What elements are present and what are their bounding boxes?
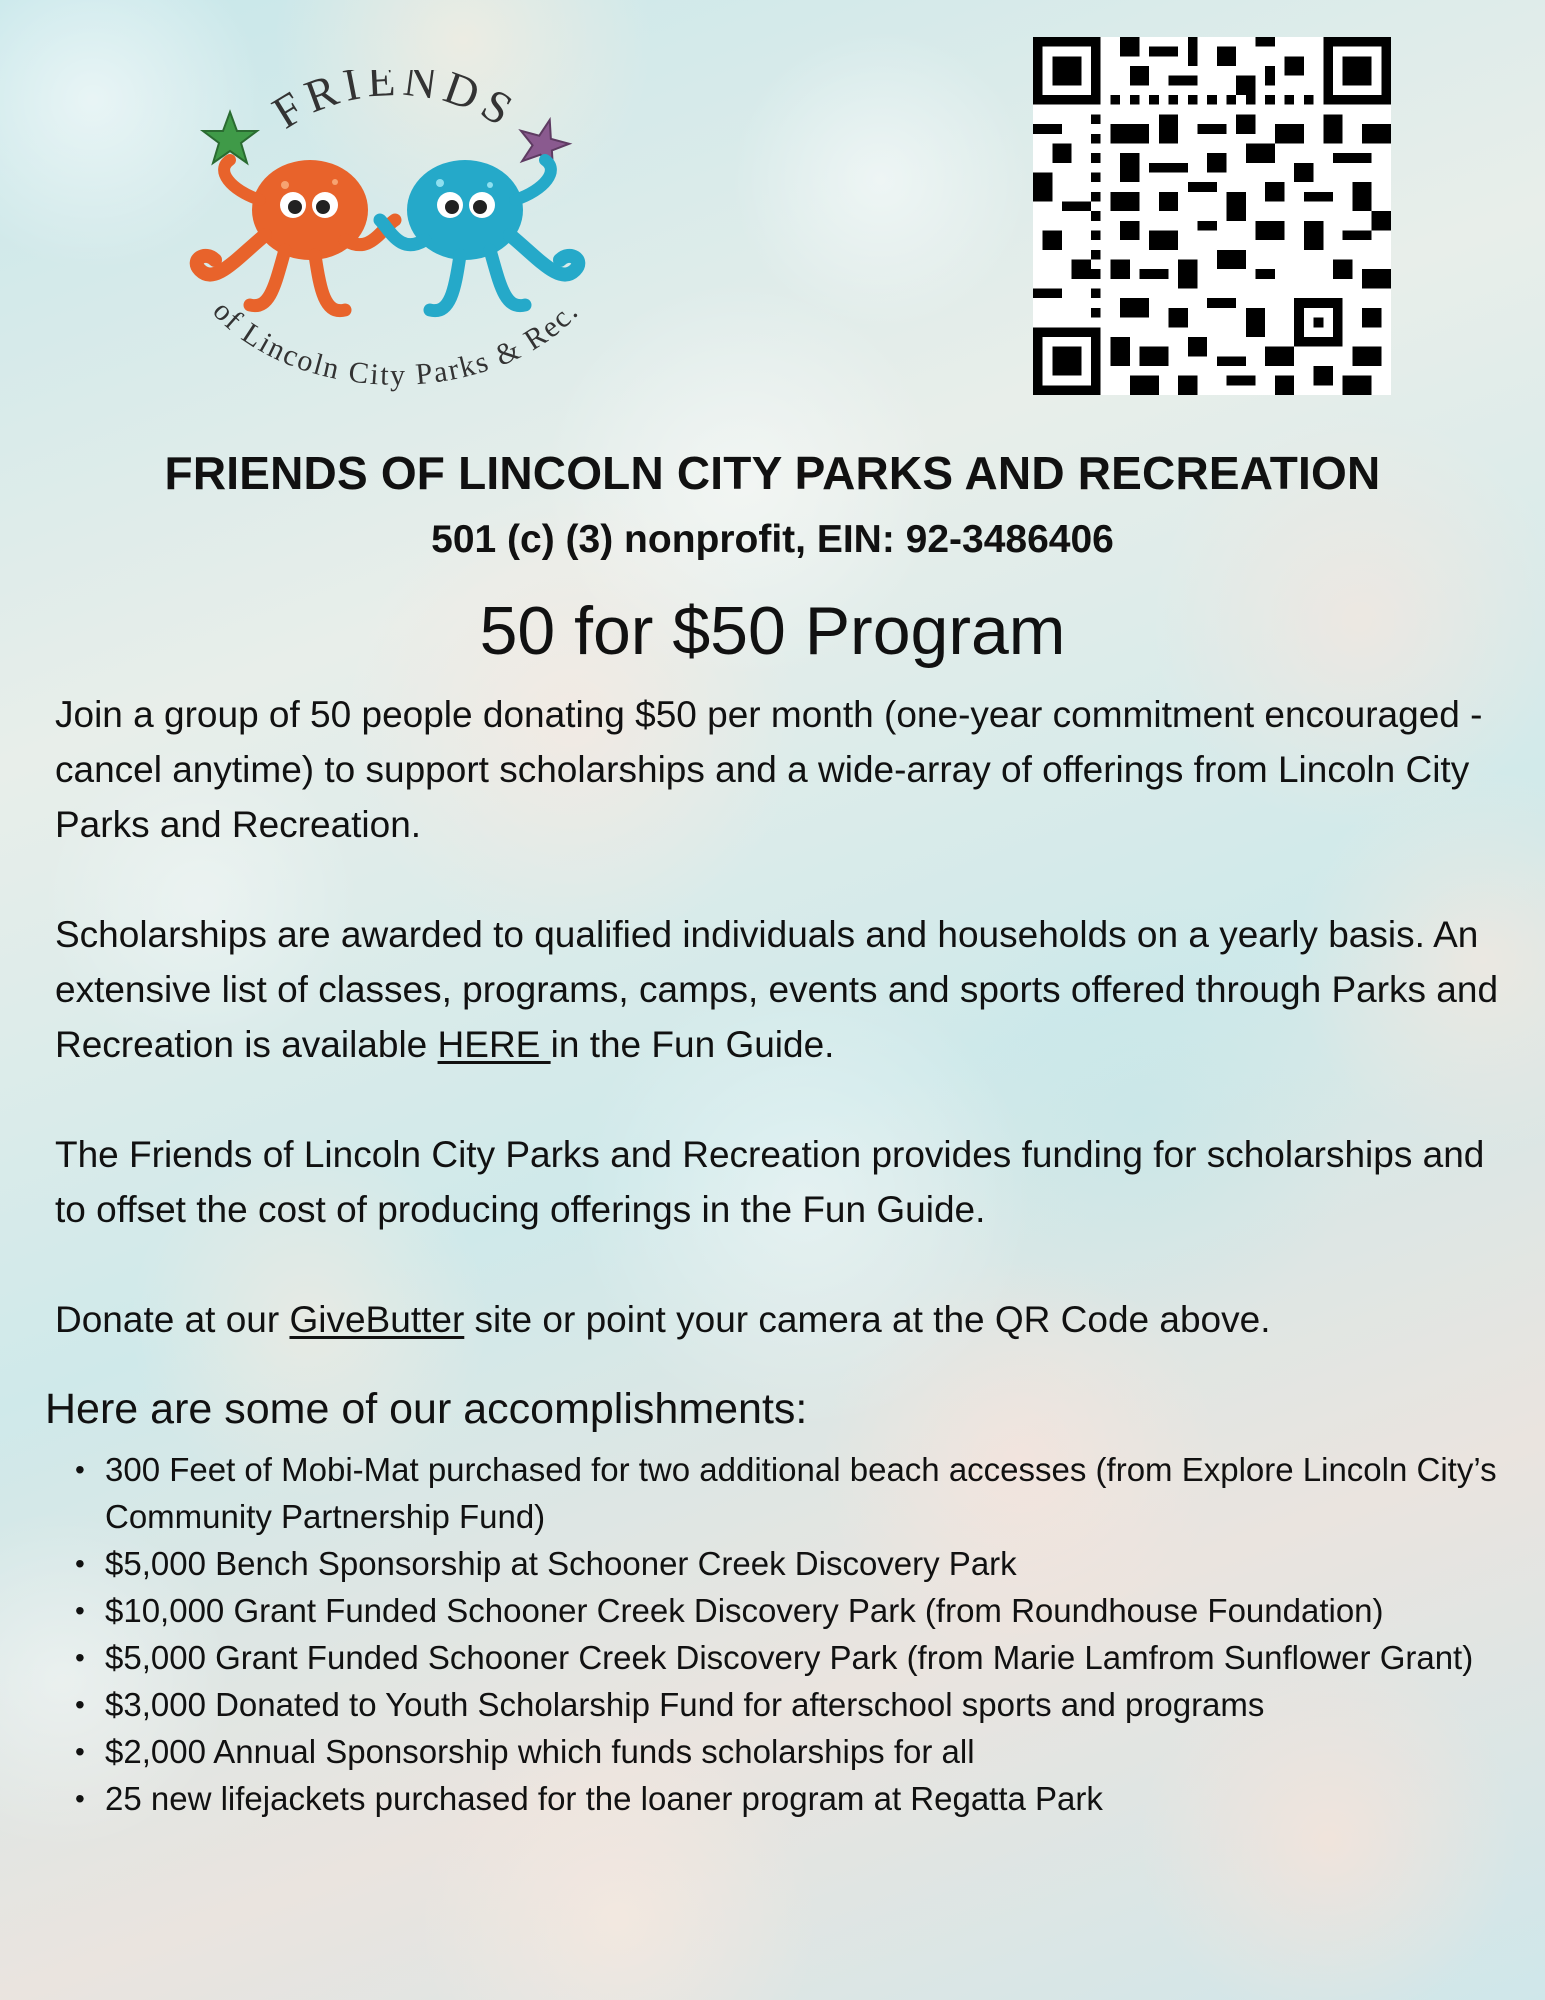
qr-code-icon	[1033, 37, 1391, 395]
list-item: • $3,000 Donated to Youth Scholarship Fund for afterschool sports and programs	[105, 1681, 1525, 1728]
list-item: • $10,000 Grant Funded Schooner Creek Discovery Park (from Roundhouse Foundation)	[105, 1587, 1525, 1634]
funding-paragraph: The Friends of Lincoln City Parks and Recreation provides funding for scholarships and to offset the cost of producing offerings in the Fun Guide.	[55, 1134, 1485, 1230]
blue-octopus-icon	[380, 160, 578, 311]
givebutter-link[interactable]: GiveButter	[289, 1299, 465, 1340]
logo-top-text: FRIENDS	[263, 70, 527, 139]
accomplishments-list	[105, 1446, 1525, 1822]
logo-bottom-text: of Lincoln City Parks & Rec.	[206, 294, 586, 392]
org-name-heading: FRIENDS OF LINCOLN CITY PARKS AND RECREATION	[164, 447, 1381, 499]
donate-text: Donate at our	[55, 1299, 290, 1340]
nonprofit-ein-line: 501 (c) (3) nonprofit, EIN: 92-3486406	[431, 518, 1114, 561]
donate-paragraph	[55, 1292, 1505, 1347]
list-item: • 300 Feet of Mobi-Mat purchased for two additional beach accesses (from Explore Lincoln City’s Community Partnership Fund)	[105, 1446, 1525, 1540]
scholarship-text-end: in the Fun Guide.	[550, 1024, 835, 1065]
friends-logo	[175, 70, 615, 400]
orange-octopus-icon	[197, 160, 395, 311]
list-item: • $2,000 Annual Sponsorship which funds scholarships for all	[105, 1728, 1525, 1775]
list-item: • 25 new lifejackets purchased for the loaner program at Regatta Park	[105, 1775, 1525, 1822]
intro-paragraph: Join a group of 50 people donating $50 per month (one-year commitment encouraged - cancel anytime) to support scholarships and a wide-array of offerings from Lincoln City Parks and Recreation.	[55, 694, 1483, 845]
donate-text-end: site or point your camera at the QR Code above.	[464, 1299, 1271, 1340]
program-title: 50 for $50 Program	[479, 593, 1066, 669]
scholarship-paragraph	[55, 907, 1505, 1072]
qr-code[interactable]	[1033, 37, 1391, 395]
accomplishments-heading: Here are some of our accomplishments:	[45, 1385, 808, 1433]
scholarship-text: Scholarships are awarded to qualified individuals and households on a yearly basis. An extensive list of classes, programs, camps, events and sports offered through Parks and Recreation is available	[55, 914, 1499, 1065]
here-fun-guide-link[interactable]: HERE	[437, 1024, 551, 1065]
list-item: • $5,000 Grant Funded Schooner Creek Discovery Park (from Marie Lamfrom Sunflower Grant)	[105, 1634, 1525, 1681]
logo-graphic	[175, 70, 615, 400]
list-item: • $5,000 Bench Sponsorship at Schooner Creek Discovery Park	[105, 1540, 1525, 1587]
